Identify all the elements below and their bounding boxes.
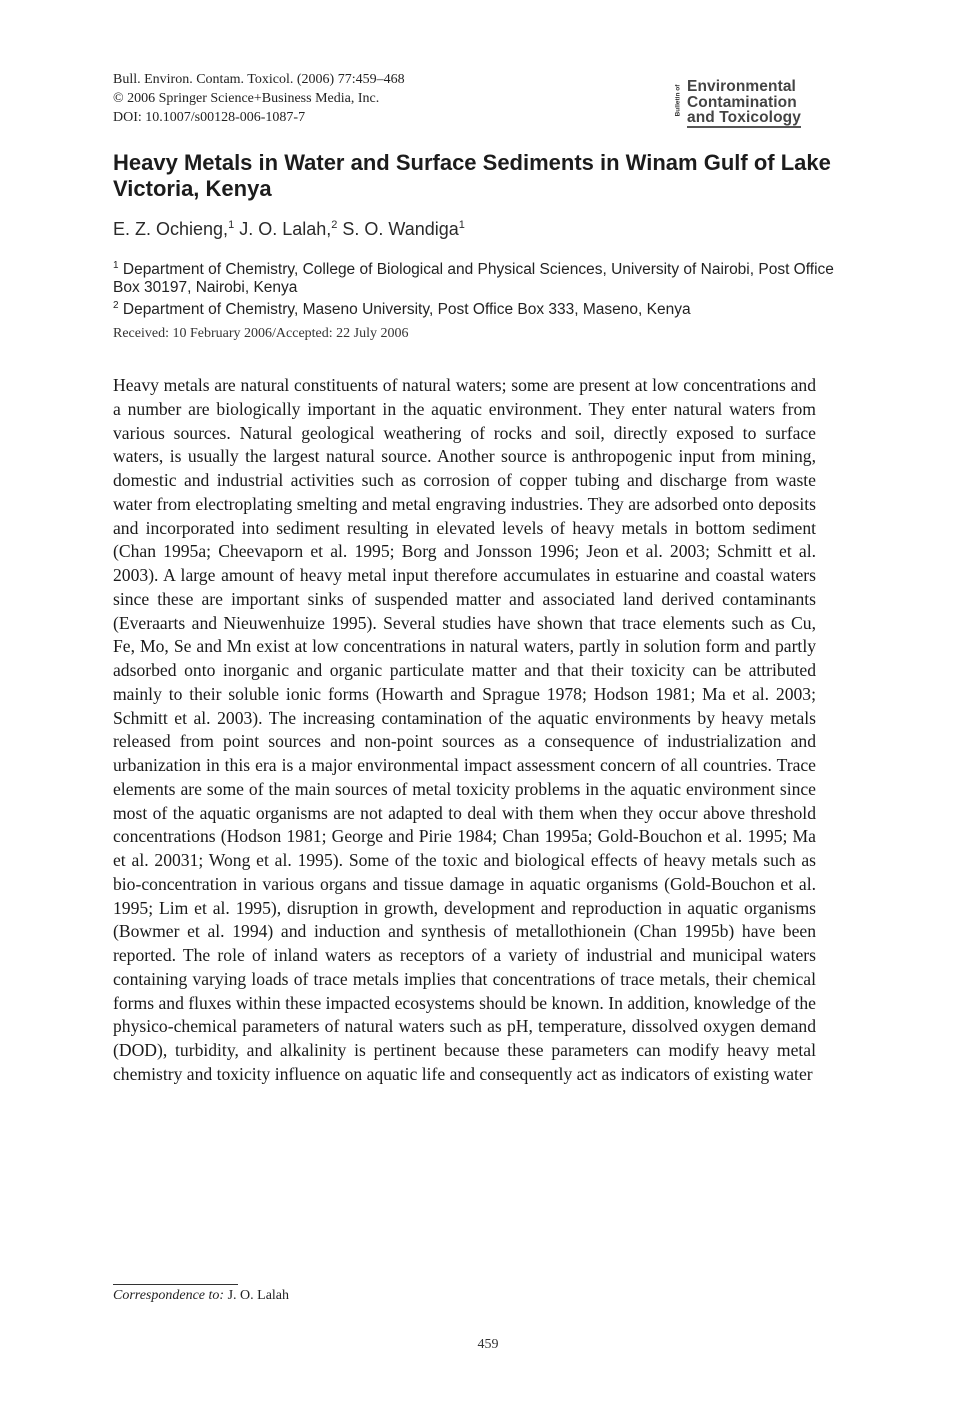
page-number: 459 <box>477 1337 499 1352</box>
citation-line: Bull. Environ. Contam. Toxicol. (2006) 77:459–468 <box>113 72 405 87</box>
footnote-value: J. O. Lalah <box>227 1288 290 1303</box>
affiliation-marker: 1 <box>113 260 119 271</box>
affiliation-item <box>113 257 843 297</box>
logo-side-text: Bulletin of <box>674 84 682 117</box>
affiliation-item <box>113 297 843 319</box>
author-name: E. Z. Ochieng, <box>113 219 229 239</box>
author-name: J. O. Lalah, <box>239 219 332 239</box>
logo-wordmark <box>687 79 801 128</box>
copyright-line: © 2006 Springer Science+Business Media, Inc. <box>113 91 380 106</box>
affiliations <box>113 257 843 319</box>
author-affil-marker: 1 <box>228 219 235 231</box>
body-paragraph: Heavy metals are natural constituents of natural waters; some are present at low concentrations and a number are biologically important in the aquatic environment. They enter natural waters from various sources. Natural geological weathering of rocks and soil, directly exposed to surface waters, is usually the largest natural source. Another source is anthropogenic input from mining, domestic and industrial activities such as corrosion of copper tubing and discharge from waste water from electroplating smelting and metal engraving industries. They are adsorbed onto deposits and incorporated into sediment resulting in elevated levels of heavy metals in bottom sediment (Chan 1995a; Cheevaporn et al. 1995; Borg and Jonsson 1996; Jeon et al. 2003; Schmitt et al. 2003). A large amount of heavy metal input therefore accumulates in estuarine and coastal waters since these are important sinks of suspended matter and associated land derived contaminants (Everaarts and Nieuwenhuize 1995). Several studies have shown that trace elements such as Cu, Fe, Mo, Se and Mn exist at low concentrations in natural waters, partly in solution form and partly adsorbed onto inorganic and organic particulate matter and that their toxicity can be attributed mainly to their soluble ionic forms (Howarth and Sprague 1978; Hodson 1981; Ma et al. 2003; Schmitt et al. 2003). The increasing contamination of the aquatic environments by heavy metals released from point sources and non-point sources as a consequence of industrialization and urbanization in this era is a major environmental impact assessment concern of all countries. Trace elements are some of the main sources of metal toxicity problems in the aquatic environment since most of the aquatic organisms are not adapted to deal with them when they occur above threshold concentrations (Hodson 1981; George and Pirie 1984; Chan 1995a; Gold-Bouchon et al. 1995; Ma et al. 20031; Wong et al. 1995). Some of the toxic and biological effects of heavy metals such as bio-concentration in various organs and tissue damage in aquatic organisms (Gold-Bouchon et al. 1995; Lim et al. 1995), disruption in growth, development and reproduction in aquatic organisms (Bowmer et al. 1994) and induction and synthesis of metallothionein (Chan 1995b) have been reported. The role of inland waters as receptors of a variety of industrial and municipal waters containing varying loads of trace metals implies that concentrations of trace metals, their chemical forms and fluxes within these impacted ecosystems should be known. In addition, knowledge of the physico-chemical parameters of natural waters such as pH, temperature, dissolved oxygen demand (DOD), turbidity, and alkalinity is pertinent because these parameters can modify heavy metal chemistry and toxicity influence on aquatic life and consequently act as indicators of existing water <box>113 375 816 1084</box>
footnote-label: Correspondence to: <box>113 1288 225 1303</box>
journal-logo <box>676 79 838 127</box>
citation-header <box>113 70 405 127</box>
affiliation-text: Department of Chemistry, College of Biological and Physical Sciences, University of Nairobi, Post Office Box 30197, Nairobi, Kenya <box>113 261 834 297</box>
doi-line: DOI: 10.1007/s00128-006-1087-7 <box>113 110 306 125</box>
logo-line-3: and Toxicology <box>687 109 801 126</box>
logo-line-1: Environmental <box>687 78 796 95</box>
author-affil-marker: 2 <box>331 219 338 231</box>
author-name: S. O. Wandiga <box>342 219 459 239</box>
logo-line-2: Contamination <box>687 93 797 111</box>
footnote-divider <box>113 1284 238 1285</box>
affiliation-text: Department of Chemistry, Maseno University, Post Office Box 333, Maseno, Kenya <box>122 301 691 319</box>
received-dates: Received: 10 February 2006/Accepted: 22 July 2006 <box>113 326 409 341</box>
correspondence-footnote <box>113 1287 289 1305</box>
author-list <box>113 213 465 241</box>
author-affil-marker: 1 <box>458 219 465 231</box>
affiliation-marker: 2 <box>113 300 119 312</box>
article-title: Heavy Metals in Water and Surface Sediments in Winam Gulf of Lake Victoria, Kenya <box>113 150 831 201</box>
